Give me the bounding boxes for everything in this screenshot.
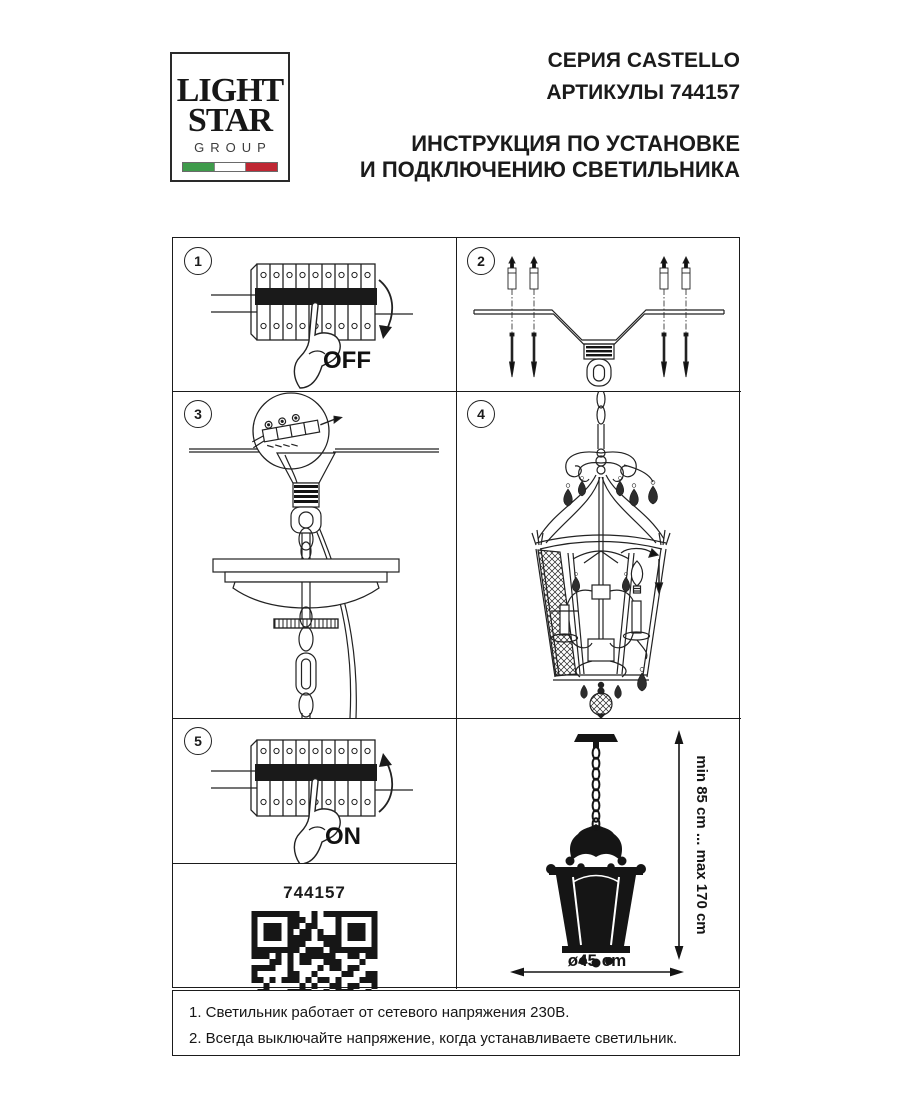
anchor-column <box>508 257 516 377</box>
off-label: OFF <box>323 347 371 374</box>
note-line: 2. Всегда выключайте напряжение, когда устанавливаете светильник. <box>189 1030 678 1047</box>
step-number-badge: 4 <box>467 400 495 428</box>
dimensions-diagram <box>456 718 741 989</box>
chandelier-diagram <box>456 391 741 718</box>
notes-box <box>172 990 740 1056</box>
step-5-panel <box>173 718 456 863</box>
qr-panel <box>173 863 456 989</box>
flag-red <box>246 163 277 171</box>
lightstar-logo <box>170 52 290 182</box>
breaker-off-diagram <box>173 238 456 391</box>
steps-grid <box>172 237 740 988</box>
rotate-arrow-icon <box>621 549 658 558</box>
height-range-label: min 85 cm ... max 170 cm <box>693 755 710 935</box>
anchor-column <box>682 257 690 377</box>
header-text <box>360 48 740 183</box>
canopy-chain-diagram <box>173 391 456 718</box>
step-1-panel <box>173 238 456 391</box>
instruction-title-line2: И ПОДКЛЮЧЕНИЮ СВЕТИЛЬНИКА <box>359 157 740 182</box>
step-3-panel <box>173 391 456 718</box>
breaker-on-diagram <box>173 718 456 863</box>
instruction-title-line1: ИНСТРУКЦИЯ ПО УСТАНОВКЕ <box>411 131 740 156</box>
logo-word-light: LIGHT <box>176 72 284 109</box>
flag-green <box>183 163 214 171</box>
series-title: СЕРИЯ CASTELLO <box>547 49 740 72</box>
step-number-badge: 3 <box>184 400 212 428</box>
bulb-icon <box>631 561 642 593</box>
anchor-column <box>660 257 668 377</box>
logo-word-group: GROUP <box>194 140 272 155</box>
italian-flag-bar <box>182 162 278 172</box>
note-line: 1. Светильник работает от сетевого напряжения 230В. <box>189 1004 570 1021</box>
on-label: ON <box>325 823 361 850</box>
flag-white <box>214 163 247 171</box>
step-4-panel <box>456 391 741 718</box>
pointing-finger-icon <box>294 303 340 388</box>
qr-article-number: 744157 <box>283 883 346 902</box>
step-number-badge: 5 <box>184 727 212 755</box>
bracket-diagram <box>456 238 741 391</box>
diameter-dimension <box>510 951 684 976</box>
diameter-label: ø45 cm <box>567 951 627 970</box>
step-number-badge: 2 <box>467 247 495 275</box>
turn-off-arrow-icon <box>379 280 392 339</box>
anchor-column <box>530 257 538 377</box>
turn-on-arrow-icon <box>379 753 392 812</box>
logo-word-star: STAR <box>187 102 273 139</box>
article-number: АРТИКУЛЫ 744157 <box>546 81 740 104</box>
step-2-panel <box>456 238 741 391</box>
dimensions-panel <box>456 718 741 989</box>
step-number-badge: 1 <box>184 247 212 275</box>
instruction-title <box>360 131 740 183</box>
height-dimension <box>675 730 710 960</box>
pointing-finger-icon <box>294 779 340 863</box>
